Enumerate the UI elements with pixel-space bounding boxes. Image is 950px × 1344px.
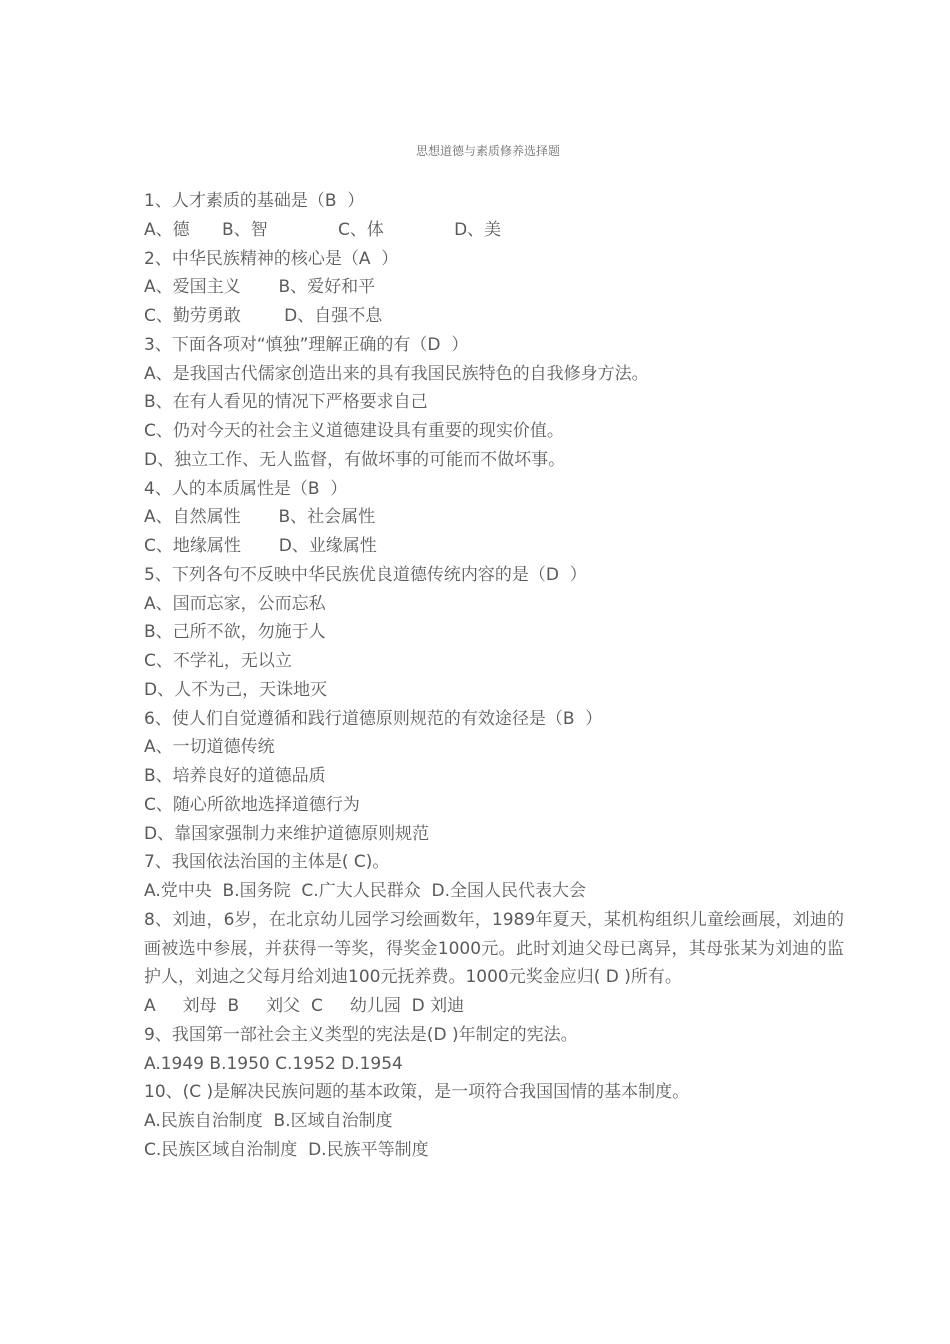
option-3-a: A、是我国古代儒家创造出来的具有我国民族特色的自我修身方法。 <box>144 363 649 384</box>
question-5: 5、下列各句不反映中华民族优良道德传统内容的是（D ） <box>144 564 587 585</box>
question-1: 1、人才素质的基础是（B ） <box>144 191 365 211</box>
options-10-cd: C.民族区域自治制度 D.民族平等制度 <box>144 1139 429 1160</box>
option-6-c: C、随心所欲地选择道德行为 <box>144 794 360 815</box>
options-8: A 刘母 B 刘父 C 幼儿园 D 刘迪 <box>144 996 465 1016</box>
question-6: 6、使人们自觉遵循和践行道德原则规范的有效途径是（B ） <box>144 708 603 729</box>
options-1: A、德 B、智 C、体 D、美 <box>144 219 502 240</box>
option-5-d: D、人不为己，天诛地灭 <box>144 679 328 700</box>
option-6-a: A、一切道德传统 <box>144 737 275 758</box>
options-2-cd: C、勤劳勇敢 D、自强不息 <box>144 306 383 326</box>
options-4-ab: A、自然属性 B、社会属性 <box>144 507 376 528</box>
option-5-b: B、己所不欲，勿施于人 <box>144 622 326 643</box>
option-5-c: C、不学礼，无以立 <box>144 651 292 671</box>
options-7: A.党中央 B.国务院 C.广大人民群众 D.全国人民代表大会 <box>144 881 586 901</box>
options-9: A.1949 B.1950 C.1952 D.1954 <box>144 1053 403 1074</box>
option-6-b: B、培养良好的道德品质 <box>144 766 326 786</box>
options-2-ab: A、爱国主义 B、爱好和平 <box>144 277 376 298</box>
options-10-ab: A.民族自治制度 B.区域自治制度 <box>144 1111 393 1131</box>
document-title: 思想道德与素质修养选择题 <box>415 144 560 158</box>
options-4-cd: C、地缘属性 D、业缘属性 <box>144 536 377 556</box>
option-5-a: A、国而忘家，公而忘私 <box>144 593 326 614</box>
question-4: 4、人的本质属性是（B ） <box>144 478 348 499</box>
question-7: 7、我国依法治国的主体是( C)。 <box>144 852 390 873</box>
option-6-d: D、靠国家强制力来维护道德原则规范 <box>144 823 430 844</box>
question-10: 10、(C )是解决民族问题的基本政策，是一项符合我国国情的基本制度。 <box>144 1082 690 1103</box>
question-9: 9、我国第一部社会主义类型的宪法是(D )年制定的宪法。 <box>144 1024 578 1045</box>
question-2: 2、中华民族精神的核心是（A ） <box>144 248 399 269</box>
question-3: 3、下面各项对“慎独”理解正确的有（D ） <box>144 334 469 355</box>
option-3-d: D、独立工作、无人监督，有做坏事的可能而不做坏事。 <box>144 449 566 470</box>
question-list <box>144 187 844 1165</box>
option-3-c: C、仍对今天的社会主义道德建设具有重要的现实价值。 <box>144 421 564 441</box>
option-3-b: B、在有人看见的情况下严格要求自己 <box>144 392 428 413</box>
question-8: 8、刘迪，6岁，在北京幼儿园学习绘画数年，1989年夏天，某机构组织儿童绘画展，刘迪的画被选中参展，并获得一等奖，得奖金1000元。此时刘迪父母已离异，其母张某为刘迪的监护人，刘迪之父每月给刘迪100元抚养费。1000元奖金应归( D )所有。 <box>144 909 844 988</box>
